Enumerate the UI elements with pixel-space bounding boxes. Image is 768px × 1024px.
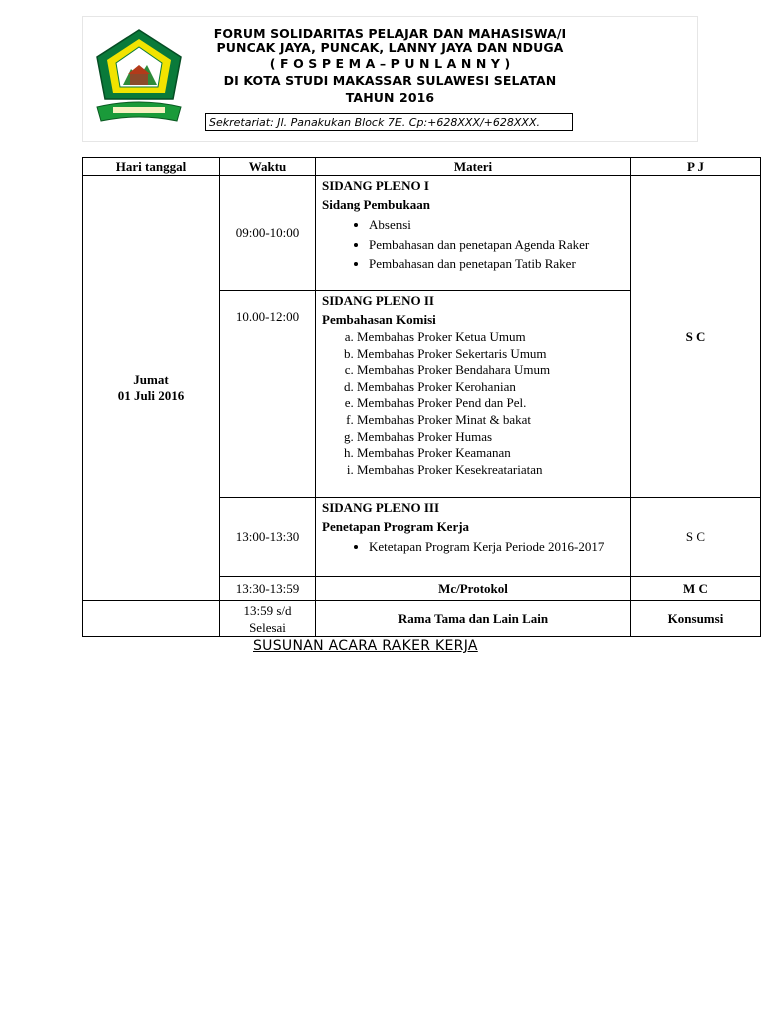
session-subtitle: Penetapan Program Kerja — [322, 519, 470, 534]
header-line-4: DI KOTA STUDI MAKASSAR SULAWESI SELATAN — [223, 73, 557, 88]
list-item: g. Membahas Proker Humas — [357, 429, 624, 446]
header-line-5: TAHUN 2016 — [345, 90, 435, 105]
header-line-3: ( F O S P E M A – P U N L A N N Y ) — [269, 56, 511, 71]
pj-cell: Konsumsi — [631, 601, 761, 637]
document-title: SUSUNAN ACARA RAKER KERJA — [253, 638, 478, 654]
secretariat-address: Sekretariat: Jl. Panakukan Block 7E. Cp:+628XXX/+628XXX. — [205, 113, 573, 131]
time-cell: 10.00-12:00 — [220, 291, 316, 498]
pj-cell: S C — [631, 176, 761, 498]
session-item-list — [322, 537, 624, 557]
list-item: a. Membahas Proker Ketua Umum — [357, 329, 624, 346]
session-subtitle: Pembahasan Komisi — [322, 312, 436, 327]
list-item: • Ketetapan Program Kerja Periode 2016-2017 — [369, 537, 624, 557]
fospema-punlanny-emblem-icon — [91, 27, 187, 127]
pj-cell: M C — [631, 577, 761, 601]
list-item: b. Membahas Proker Sekertaris Umum — [357, 346, 624, 363]
column-header-material: Materi — [316, 158, 631, 176]
day-label: Jumat — [133, 372, 169, 387]
list-item: • Absensi — [369, 215, 624, 235]
date-label: 01 Juli 2016 — [117, 388, 185, 403]
list-item: • Pembahasan dan penetapan Tatib Raker — [369, 254, 624, 274]
table-row — [83, 176, 761, 291]
time-cell: 13:00-13:30 — [220, 498, 316, 577]
table-header-row — [83, 158, 761, 176]
session-subtitle: Sidang Pembukaan — [322, 197, 431, 212]
time-cell: 09:00-10:00 — [220, 176, 316, 291]
list-item: d. Membahas Proker Kerohanian — [357, 379, 624, 396]
agenda-table — [82, 157, 761, 637]
session-cell — [316, 176, 631, 291]
session-title: SIDANG PLENO I — [322, 178, 429, 193]
time-cell: 13:59 s/d Selesai — [220, 601, 316, 637]
session-cell — [316, 498, 631, 577]
day-date-cell — [83, 176, 220, 601]
session-title: SIDANG PLENO II — [322, 293, 434, 308]
list-item: f. Membahas Proker Minat & bakat — [357, 412, 624, 429]
list-item: e. Membahas Proker Pend dan Pel. — [357, 395, 624, 412]
column-header-pj: P J — [631, 158, 761, 176]
pj-cell: S C — [631, 498, 761, 577]
time-cell: 13:30-13:59 — [220, 577, 316, 601]
header-line-1: FORUM SOLIDARITAS PELAJAR DAN MAHASISWA/I — [213, 26, 567, 41]
session-item-list — [322, 215, 624, 274]
list-item: • Pembahasan dan penetapan Agenda Raker — [369, 235, 624, 255]
empty-day-cell — [83, 601, 220, 637]
session-title: SIDANG PLENO III — [322, 500, 440, 515]
material-cell: Rama Tama dan Lain Lain — [316, 601, 631, 637]
session-cell — [316, 291, 631, 498]
letterhead — [82, 16, 698, 142]
list-item: i. Membahas Proker Kesekreatariatan — [357, 462, 624, 479]
table-row — [83, 601, 761, 637]
header-line-2: PUNCAK JAYA, PUNCAK, LANNY JAYA DAN NDUGA — [216, 40, 564, 55]
session-item-list — [322, 329, 624, 478]
material-cell: Mc/Protokol — [316, 577, 631, 601]
column-header-time: Waktu — [220, 158, 316, 176]
list-item: c. Membahas Proker Bendahara Umum — [357, 362, 624, 379]
column-header-day: Hari tanggal — [83, 158, 220, 176]
list-item: h. Membahas Proker Keamanan — [357, 445, 624, 462]
